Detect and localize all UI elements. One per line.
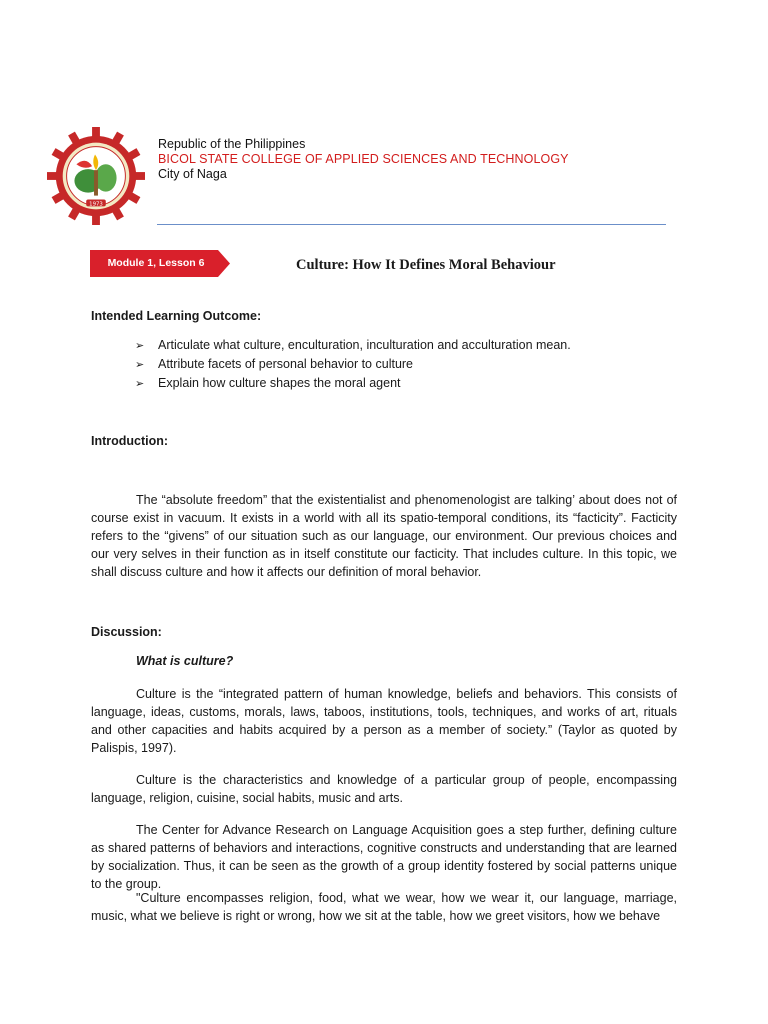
lesson-title: Culture: How It Defines Moral Behaviour <box>296 257 556 273</box>
introduction-heading: Introduction: <box>91 434 169 448</box>
list-item: ➢ Explain how culture shapes the moral agent <box>135 375 571 394</box>
svg-text:1973: 1973 <box>89 201 103 208</box>
list-item: ➢ Attribute facets of personal behavior to culture <box>135 356 571 375</box>
discussion-paragraph: "Culture encompasses religion, food, what we wear, how we wear it, our language, marriage, music, what we believe is right or wrong, how we sit at the table, how we greet visitors, how we behave <box>91 891 677 923</box>
module-tag: Module 1, Lesson 6 <box>107 257 205 269</box>
header-city: City of Naga <box>158 167 227 181</box>
discussion-heading: Discussion: <box>91 625 162 639</box>
header-country: Republic of the Philippines <box>158 137 306 151</box>
outcomes-list <box>135 337 571 394</box>
header-divider <box>157 224 666 225</box>
header-college-name: BICOL STATE COLLEGE OF APPLIED SCIENCES AND TECHNOLOGY <box>158 152 569 166</box>
discussion-paragraph: Culture is the “integrated pattern of human knowledge, beliefs and behaviors. This consists of language, ideas, customs, morals, laws, taboos, institutions, tools, techniques, and works of art, rituals and other capacities and habits acquired by a person as a member of society.” (Taylor as quoted by Palispis, 1997). <box>91 687 677 755</box>
arrow-bullet-icon: ➢ <box>135 340 145 352</box>
college-seal-icon <box>47 127 145 225</box>
discussion-paragraph: The Center for Advance Research on Language Acquisition goes a step further, defining culture as shared patterns of behaviors and interactions, cognitive constructs and understanding that are learned by socialization. Thus, it can be seen as the growth of a group identity fostered by social patterns unique to the group. <box>91 823 677 891</box>
arrow-bullet-icon: ➢ <box>135 359 145 371</box>
arrow-bullet-icon: ➢ <box>135 378 145 390</box>
discussion-subheading: What is culture? <box>136 654 234 668</box>
list-item: ➢ Articulate what culture, enculturation, inculturation and acculturation mean. <box>135 337 571 356</box>
introduction-paragraph: The “absolute freedom” that the existentialist and phenomenologist are talking’ about does not of course exist in vacuum. It exists in a world with all its spatio-temporal conditions, its “facticity”. Facticity refers to the “givens” of our situation such as our language, our environment. Our previous choices and our very selves in their function as in itself constitute our facticity. That includes culture. In this topic, we shall discuss culture and how it affects our definition of moral behavior. <box>91 493 677 579</box>
outcomes-heading: Intended Learning Outcome: <box>91 309 262 323</box>
discussion-paragraph: Culture is the characteristics and knowledge of a particular group of people, encompassing language, religion, cuisine, social habits, music and arts. <box>91 773 677 805</box>
